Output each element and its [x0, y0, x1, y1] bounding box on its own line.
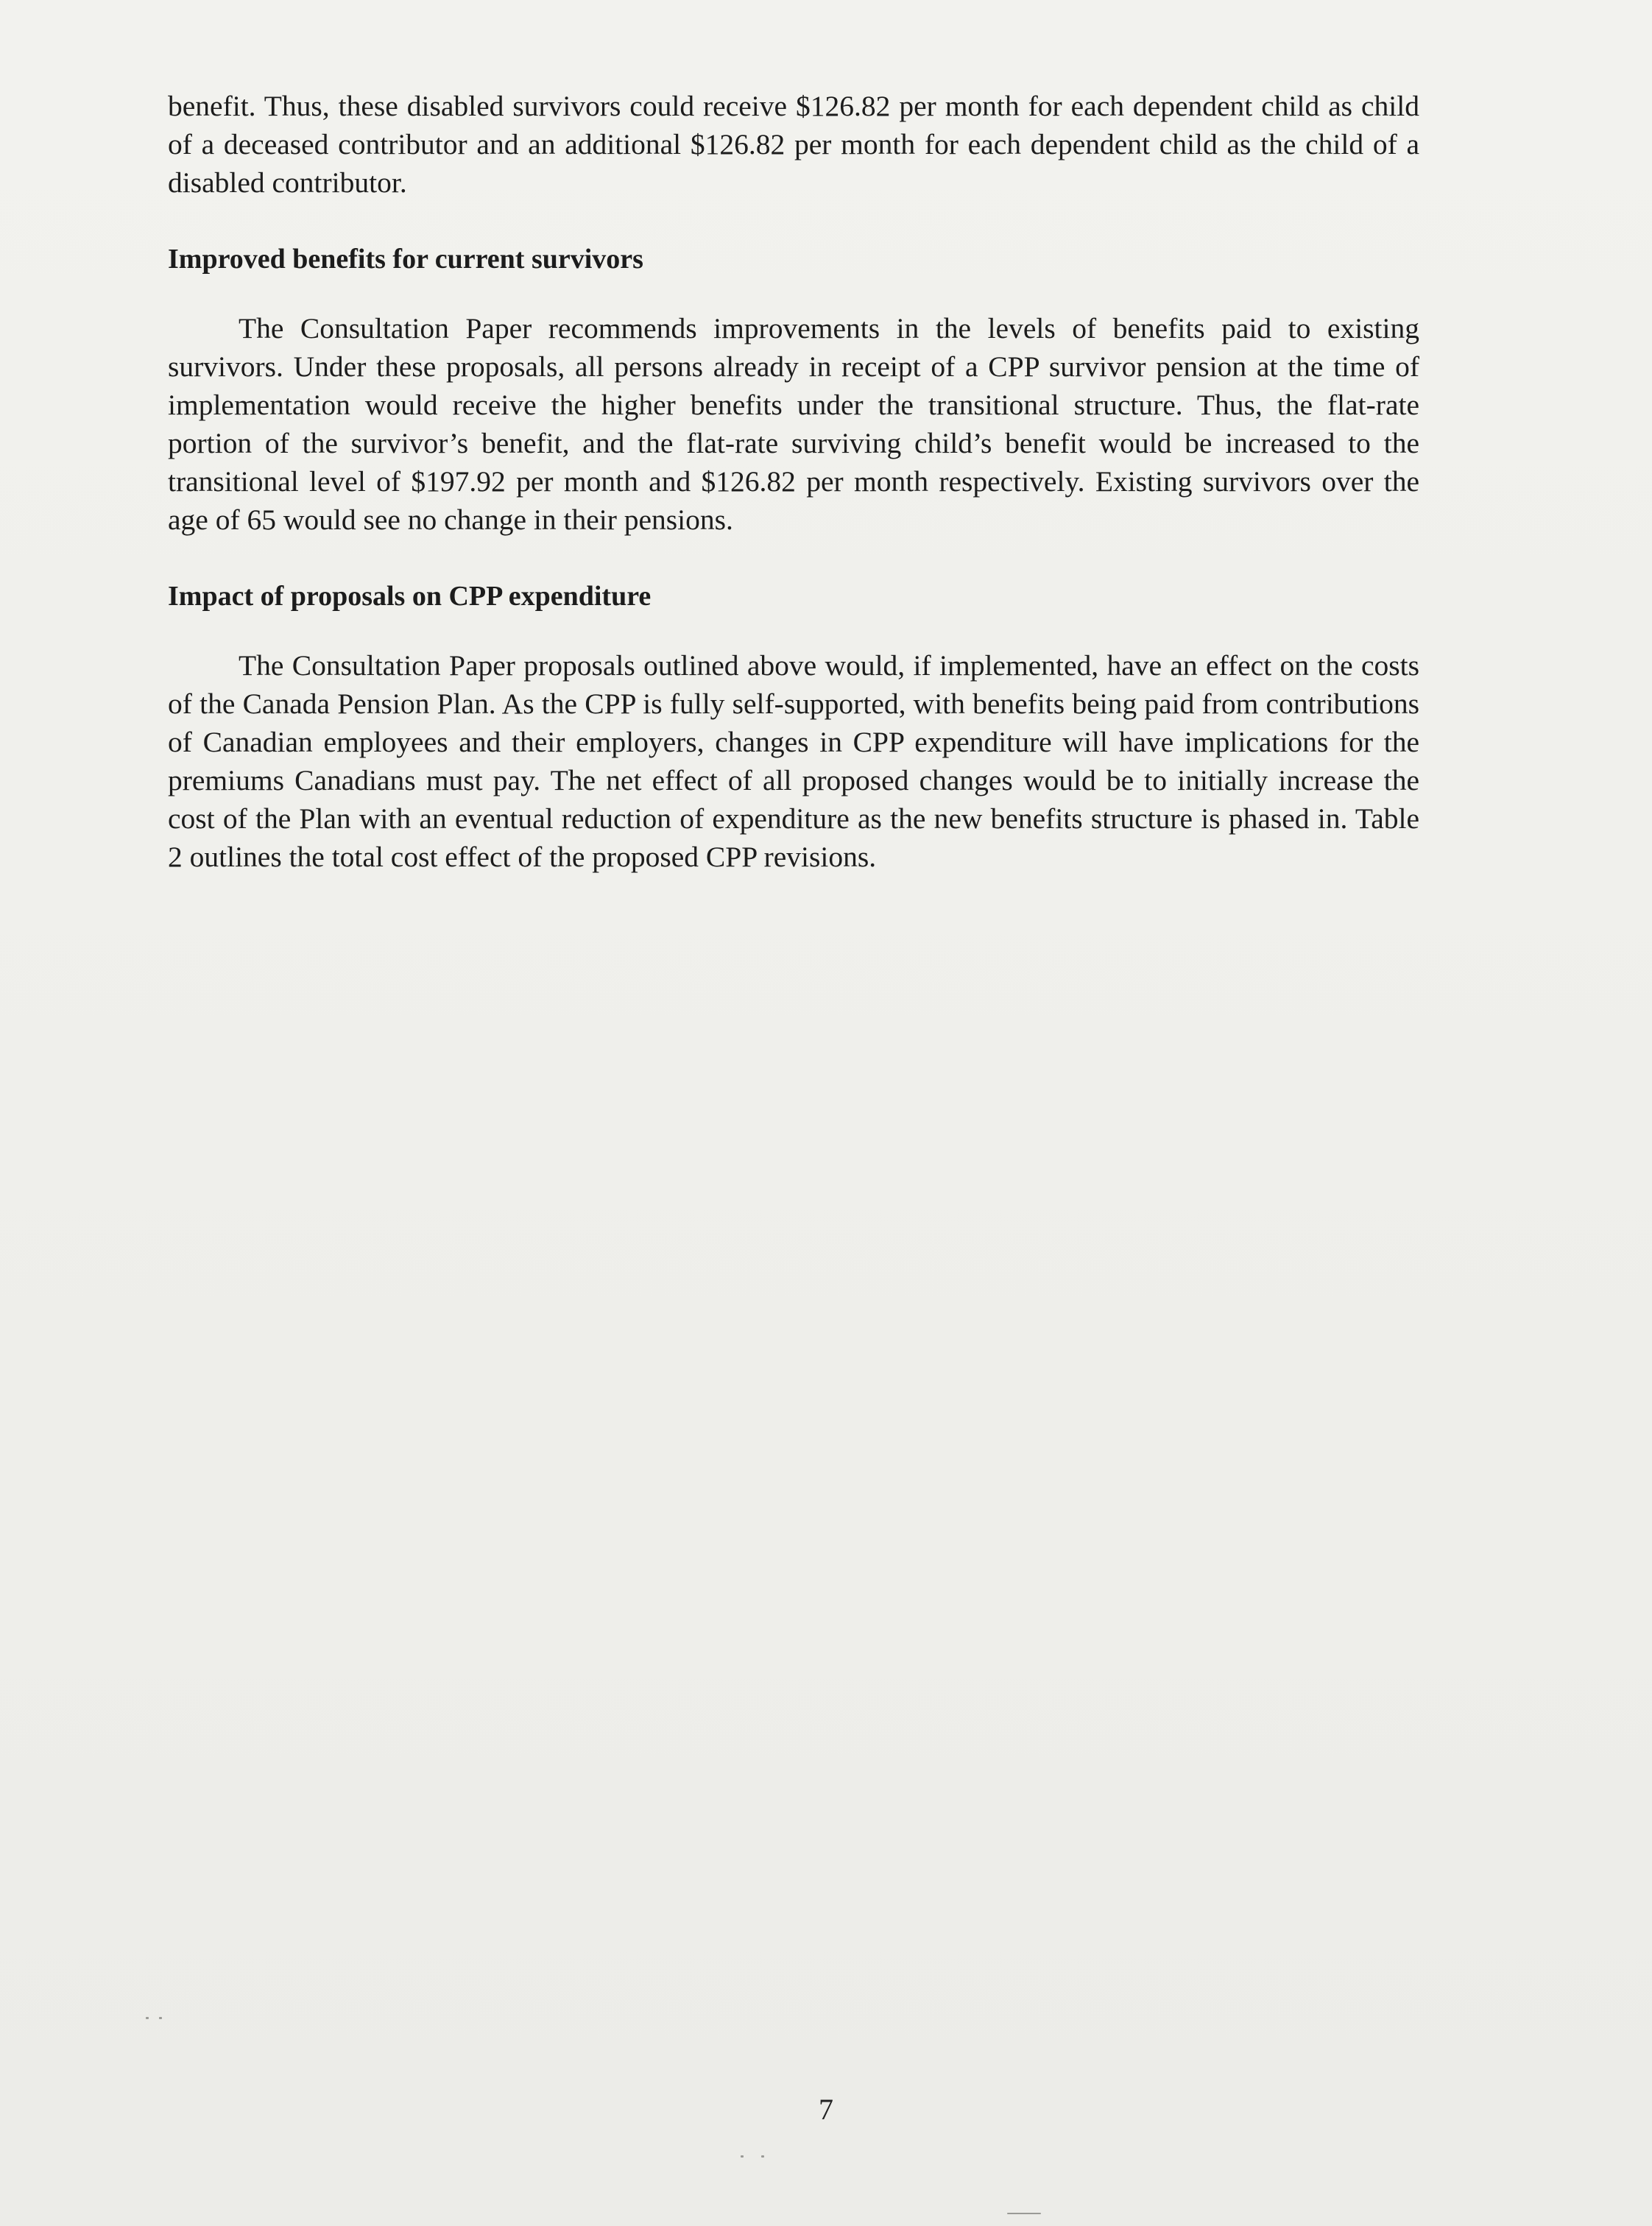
- scan-speck: [1007, 2213, 1041, 2214]
- scan-speck: [159, 2017, 162, 2019]
- scan-speck: [146, 2017, 149, 2019]
- scan-speck: [741, 2155, 744, 2158]
- page-content: [168, 87, 1419, 876]
- section-heading-improved-benefits: Improved benefits for current survivors: [168, 244, 643, 275]
- impact-on-expenditure-paragraph: The Consultation Paper proposals outlined above would, if implemented, have an effect on the costs of the Canada Pension Plan. As the CPP is fully self-supported, with benefits being paid from contributions of Canadian employees and their employers, changes in CPP expenditure will have implications for the premiums Canadians must pay. The net effect of all proposed changes would be to initially increase the cost of the Plan with an eventual reduction of expenditure as the new benefits structure is phased in. Table 2 outlines the total cost effect of the proposed CPP revisions.: [168, 649, 1419, 873]
- section-heading-impact-on-expenditure: Impact of proposals on CPP expenditure: [168, 581, 652, 612]
- improved-benefits-paragraph: The Consultation Paper recommends improvements in the levels of benefits paid to existing survivors. Under these proposals, all persons already in receipt of a CPP survivor pension at the time of implementation would receive the higher benefits under the transitional structure. Thus, the flat-rate portion of the survivor’s benefit, and the flat-rate surviving child’s benefit would be increased to the transitional level of $197.92 per month and $126.82 per month respectively. Existing survivors over the age of 65 would see no change in their pensions.: [168, 312, 1419, 536]
- intro-paragraph: benefit. Thus, these disabled survivors could receive $126.82 per month for each dependent child as child of a deceased contributor and an additional $126.82 per month for each dependent child as the child of a disabled contributor.: [168, 90, 1419, 199]
- page-number: 7: [819, 2093, 833, 2126]
- scan-speck: [761, 2155, 764, 2158]
